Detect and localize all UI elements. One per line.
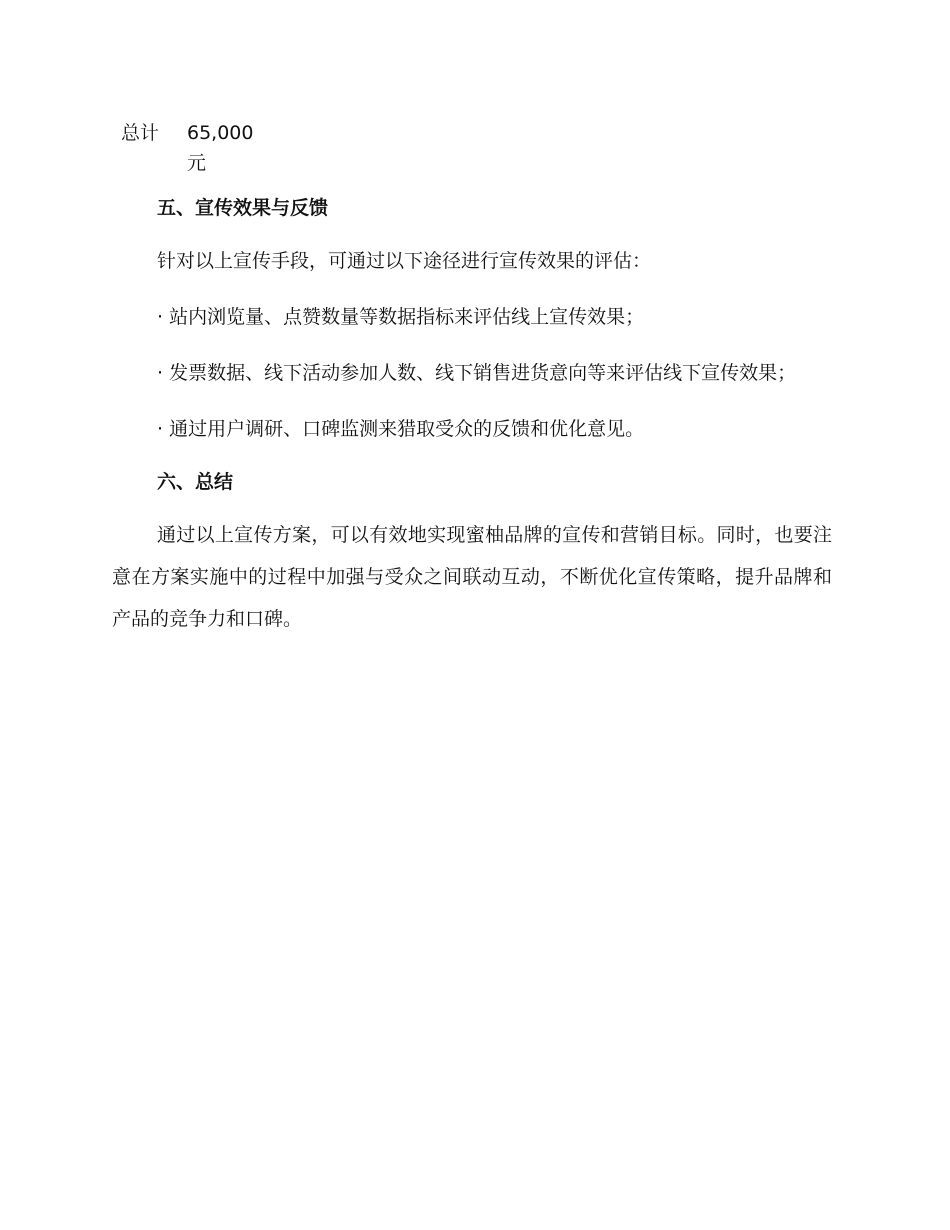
section6-heading: 六、总结 [157,471,234,493]
section5-bullet: · 站内浏览量、点赞数量等数据指标来评估线上宣传效果； [157,306,645,328]
section6-body: 通过以上宣传方案，可以有效地实现蜜柚品牌的宣传和营销目标。同时，也要注意在方案实施中的过程中加强与受众之间联动互动，不断优化宣传策略，提升品牌和产品的竞争力和口碑。 [112,524,832,630]
section5-bullet: · 发票数据、线下活动参加人数、线下销售进货意向等来评估线下宣传效果； [157,362,797,384]
budget-total-unit: 元 [187,152,207,174]
budget-total-label: 总计 [121,122,160,144]
budget-total-amount: 65,000 [187,122,254,144]
section5-bullet: · 通过用户调研、口碑监测来猎取受众的反馈和优化意见。 [157,418,645,440]
document-body [112,190,832,654]
section5-heading: 五、宣传效果与反馈 [157,197,329,219]
budget-total-value [187,118,267,178]
section5-intro: 针对以上宣传手段，可通过以下途径进行宣传效果的评估： [157,250,652,272]
